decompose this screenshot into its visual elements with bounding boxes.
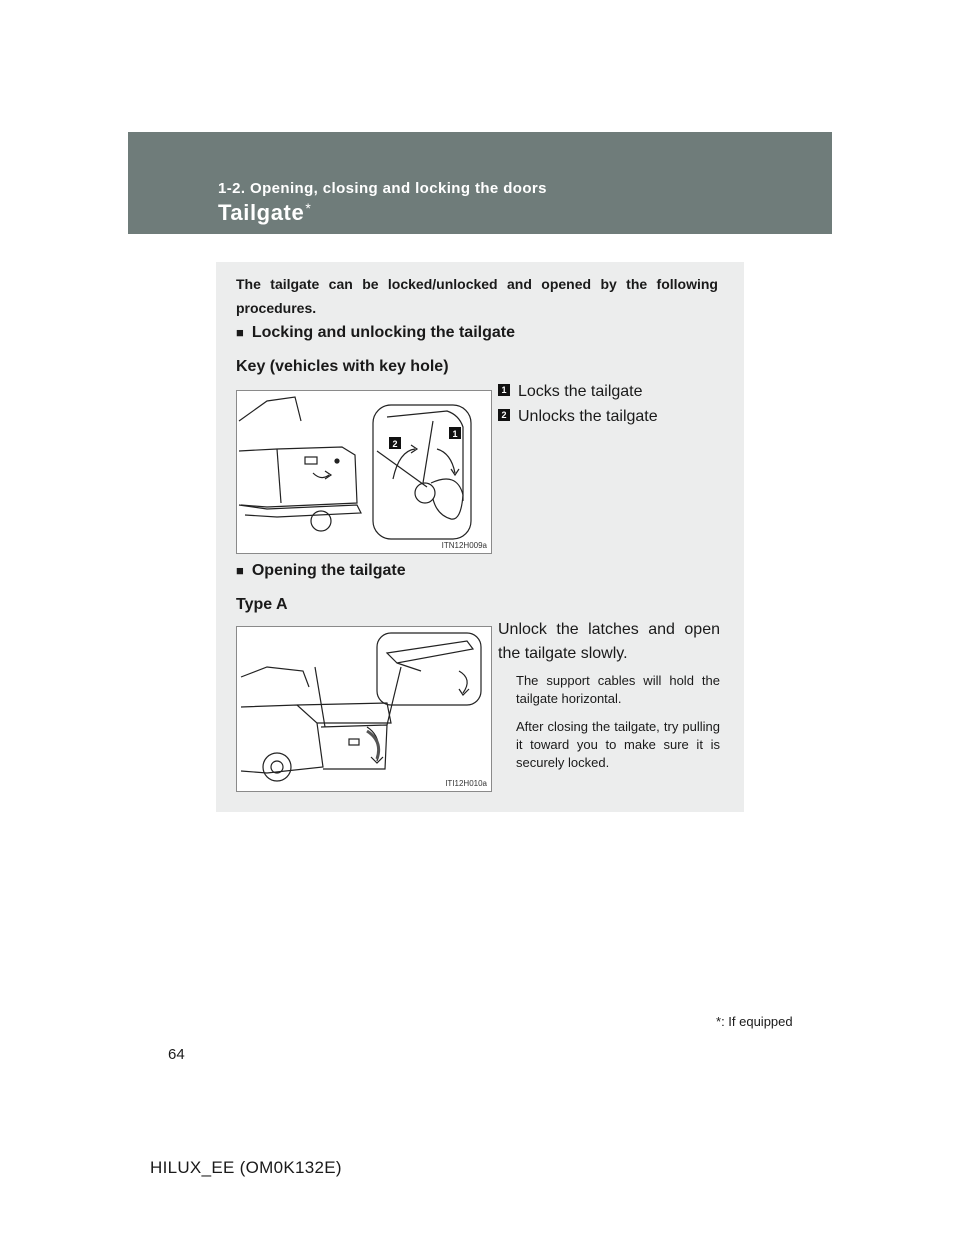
svg-text:2: 2 bbox=[392, 439, 398, 449]
item-text: Locks the tailgate bbox=[518, 383, 643, 400]
tailgate-key-drawing bbox=[237, 391, 491, 553]
opening-instruction: Unlock the latches and open the tailgate slowly. bbox=[498, 621, 720, 662]
footnote bbox=[716, 1014, 793, 1029]
locking-heading bbox=[236, 324, 515, 342]
section-header bbox=[128, 132, 832, 234]
section-label: 1-2. Opening, closing and locking the doors bbox=[218, 180, 547, 197]
figure-code: ITN12H009a bbox=[441, 541, 487, 550]
locking-heading-text: Locking and unlocking the tailgate bbox=[251, 324, 515, 341]
type-subheading: Type A bbox=[236, 596, 288, 613]
tailgate-open-drawing bbox=[237, 627, 491, 791]
page-number: 64 bbox=[168, 1046, 185, 1063]
key-lock-illustration bbox=[236, 390, 492, 554]
item-text: Unlocks the tailgate bbox=[518, 408, 658, 425]
intro-text: The tailgate can be locked/unlocked and opened by the following procedures. bbox=[236, 276, 718, 316]
list-item bbox=[498, 407, 658, 427]
support-cable-note: The support cables will hold the tailgate horizontal. bbox=[516, 673, 720, 706]
if-equipped-mark: * bbox=[305, 200, 312, 216]
figure-code: ITI12H010a bbox=[445, 779, 487, 788]
bullet-square-icon: ■ bbox=[236, 325, 244, 340]
opening-heading bbox=[236, 562, 406, 580]
secure-lock-note: After closing the tailgate, try pulling it toward you to make sure it is securely locked. bbox=[516, 719, 720, 770]
content-panel bbox=[216, 262, 744, 812]
key-subheading: Key (vehicles with key hole) bbox=[236, 358, 449, 375]
svg-text:1: 1 bbox=[452, 429, 458, 439]
list-item bbox=[498, 382, 643, 402]
page-title bbox=[218, 200, 311, 226]
footnote-text: : If equipped bbox=[721, 1014, 793, 1029]
page-title-text: Tailgate bbox=[218, 200, 305, 225]
if-equipped-mark: * bbox=[716, 1014, 722, 1029]
number-badge: 2 bbox=[498, 409, 510, 421]
number-badge: 1 bbox=[498, 384, 510, 396]
opening-heading-text: Opening the tailgate bbox=[251, 562, 406, 579]
document-code: HILUX_EE (OM0K132E) bbox=[150, 1158, 342, 1177]
tailgate-open-illustration bbox=[236, 626, 492, 792]
bullet-square-icon: ■ bbox=[236, 563, 244, 578]
